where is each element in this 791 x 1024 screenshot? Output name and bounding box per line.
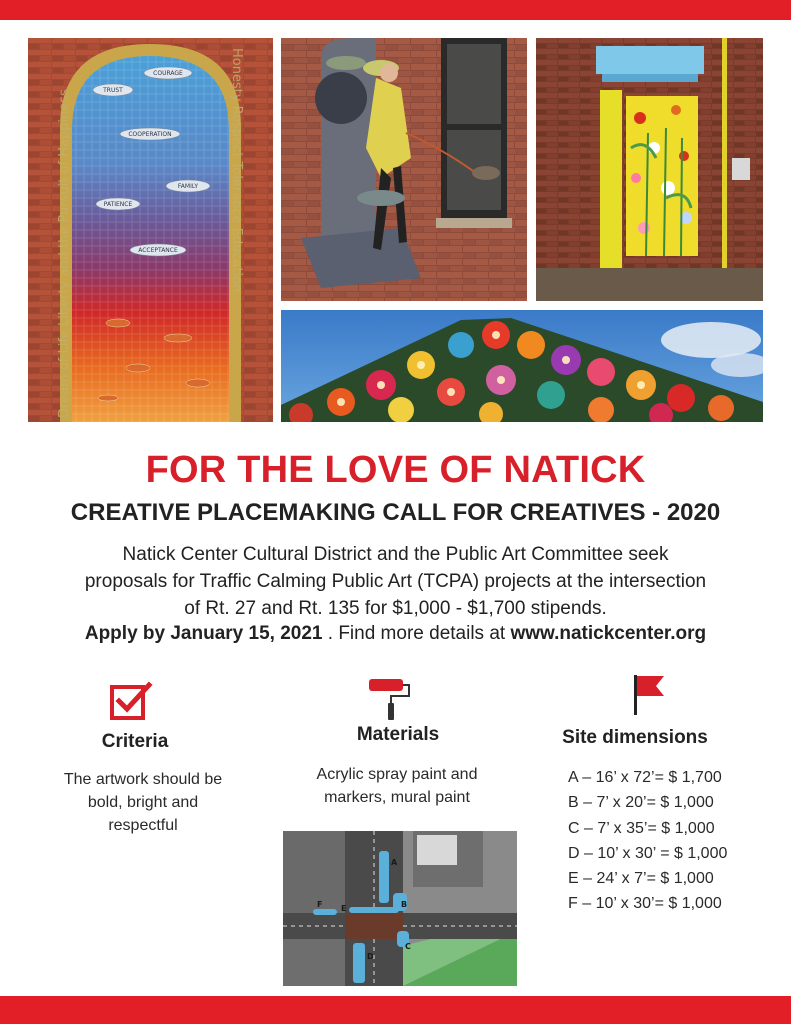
- checkbox-icon: [109, 679, 153, 721]
- map-label-e: E: [341, 904, 347, 913]
- paint-roller-icon: [368, 677, 414, 721]
- apply-line: [40, 623, 751, 645]
- figure-sculpture-photo: [281, 38, 527, 301]
- mosaic-word-family: FAMILY: [177, 183, 199, 190]
- intersection-map: [283, 831, 517, 986]
- flag-icon: [632, 674, 666, 716]
- dimension-item: F – 10’ x 30’= $ 1,000: [568, 895, 722, 913]
- mosaic-word-patience: PATIENCE: [103, 201, 133, 208]
- dimension-item: C – 7’ x 35’= $ 1,000: [568, 819, 715, 837]
- criteria-text: The artwork should be bold, bright and respectful: [63, 771, 223, 834]
- mosaic-right-text: Honesty Respect Tolerance Education: [229, 48, 244, 293]
- page-subtitle: CREATIVE PLACEMAKING CALL FOR CREATIVES - 2020: [70, 499, 721, 526]
- page-title: FOR THE LOVE OF NATICK: [145, 449, 646, 491]
- map-label-a: A: [391, 858, 398, 867]
- mosaic-left-text: Dream of Life Liberty and the Pursuit of Happiness: [57, 89, 72, 418]
- mosaic-arch-photo: [28, 38, 273, 422]
- intro-line: proposals for Traffic Calming Public Art (TCPA) projects at the intersection: [84, 571, 707, 592]
- site-dimensions-heading: Site dimensions: [562, 727, 708, 748]
- website-link[interactable]: www.natickcenter.org: [510, 623, 707, 644]
- mosaic-word-courage: COURAGE: [153, 70, 183, 77]
- map-label-c: C: [405, 942, 411, 951]
- dimension-item: B – 7’ x 20’= $ 1,000: [568, 794, 714, 812]
- materials-text: Acrylic spray paint and markers, mural paint: [316, 766, 478, 806]
- map-label-f: F: [317, 900, 323, 909]
- top-red-bar: [0, 0, 791, 20]
- bottom-red-bar: [0, 996, 791, 1024]
- mosaic-word-cooperation: COOPERATION: [128, 131, 172, 138]
- map-label-d: D: [367, 952, 374, 961]
- criteria-heading: Criteria: [101, 731, 169, 752]
- site-dimensions-list: [568, 765, 727, 917]
- floral-cabinet-photo: [536, 38, 763, 301]
- materials-heading: Materials: [356, 724, 440, 745]
- crochet-flowers-photo: [281, 310, 763, 422]
- intro-paragraph: [40, 541, 751, 622]
- mosaic-word-trust: TRUST: [103, 87, 123, 94]
- dimension-item: D – 10’ x 30’ = $ 1,000: [568, 844, 728, 862]
- mosaic-word-acceptance: ACCEPTANCE: [138, 247, 178, 254]
- dimension-item: A – 16’ x 72’= $ 1,700: [568, 769, 722, 786]
- apply-middle-text: . Find more details at: [322, 623, 511, 644]
- intro-line: Natick Center Cultural District and the Public Art Committee seek: [122, 544, 669, 565]
- dimension-item: E – 24’ x 7’= $ 1,000: [568, 870, 714, 888]
- intro-line: of Rt. 27 and Rt. 135 for $1,000 - $1,700 stipends.: [184, 598, 607, 619]
- map-label-b: B: [401, 900, 408, 909]
- apply-deadline: Apply by January 15, 2021: [84, 623, 323, 644]
